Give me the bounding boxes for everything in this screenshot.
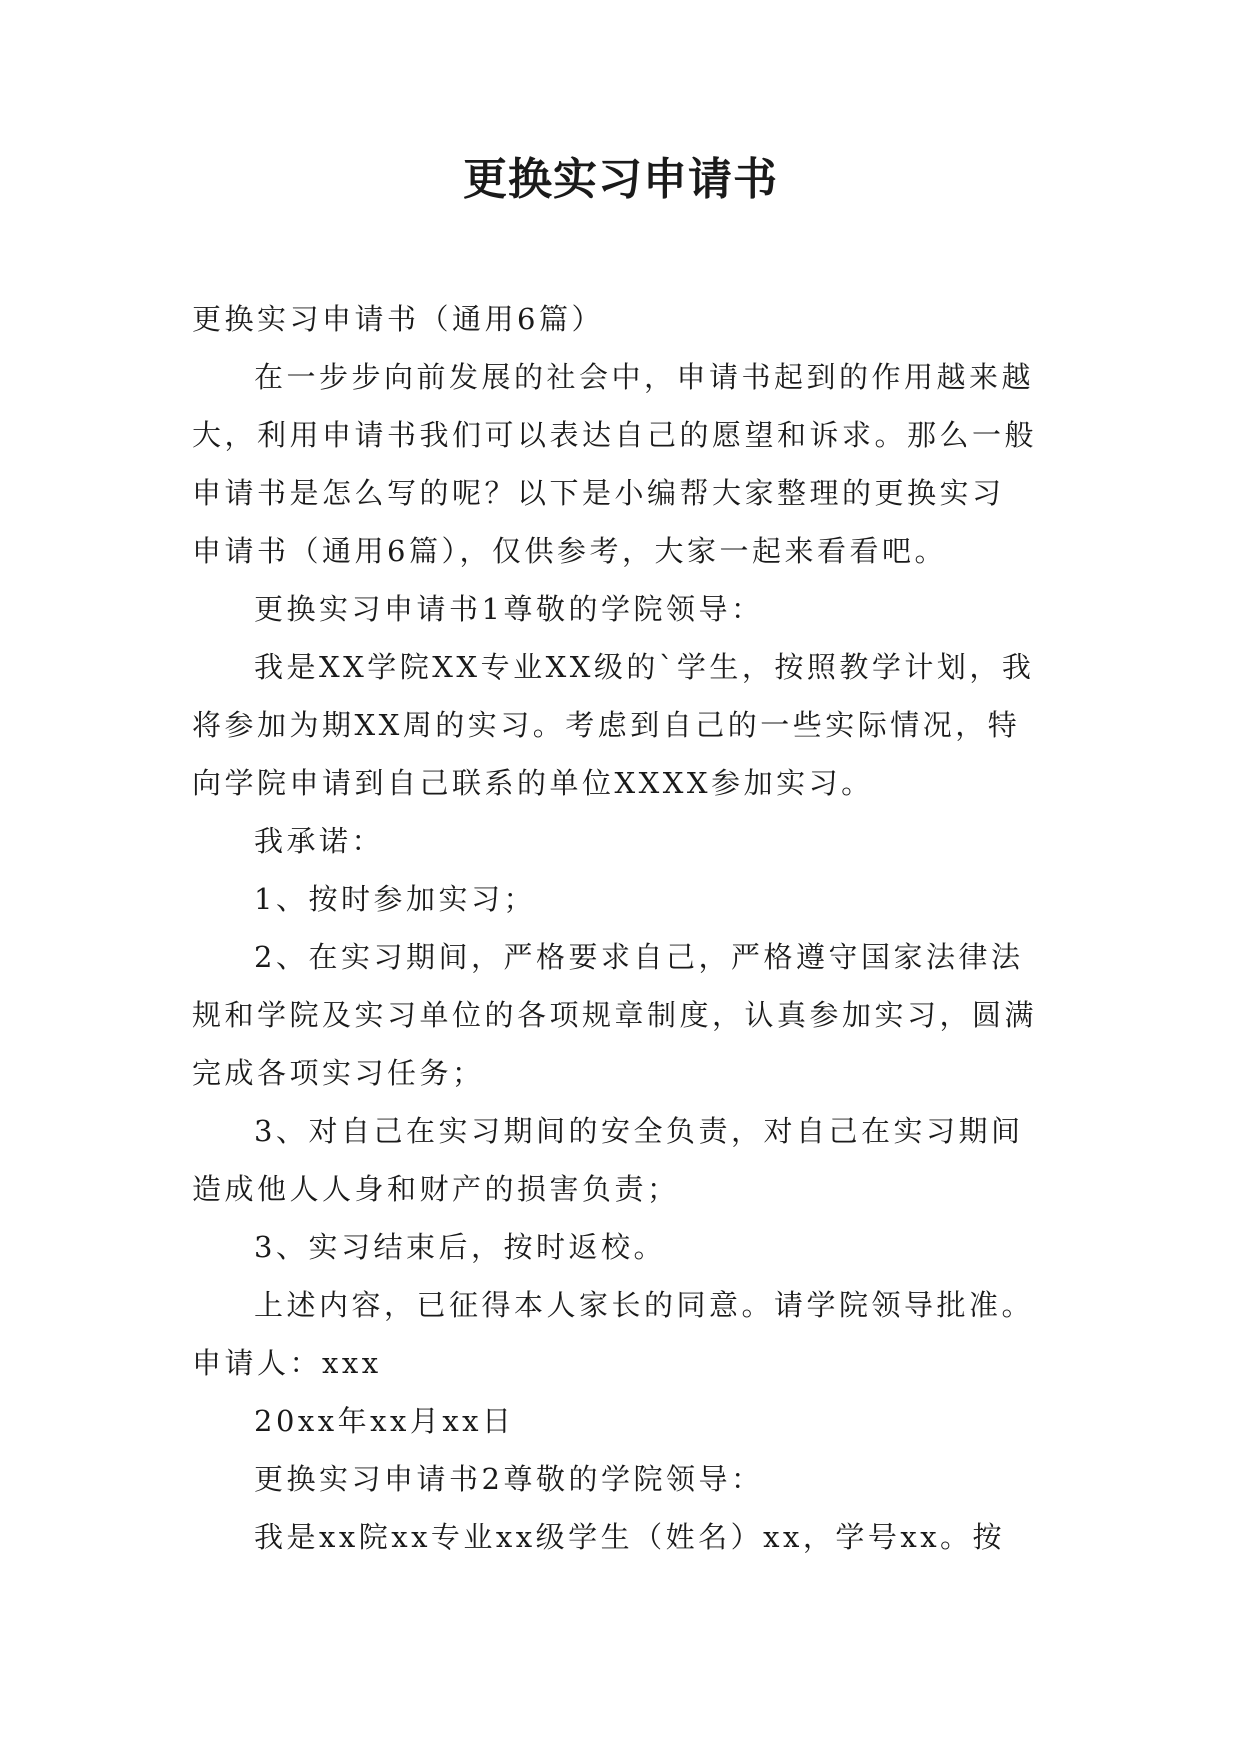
paragraph-line: 我是XX学院XX专业XX级的`学生，按照教学计划，我	[254, 650, 1035, 684]
list-item-line: 造成他人人身和财产的损害负责；	[192, 1172, 680, 1206]
document-title: 更换实习申请书	[463, 154, 778, 205]
paragraph-line: 将参加为期XX周的实习。考虑到自己的一些实际情况，特	[192, 708, 1021, 742]
section-heading-line: 更换实习申请书1尊敬的学院领导：	[254, 592, 764, 626]
paragraph-line: 在一步步向前发展的社会中，申请书起到的作用越来越	[254, 360, 1035, 394]
list-item-line: 2、在实习期间，严格要求自己，严格遵守国家法律法	[254, 940, 1024, 974]
paragraph-line: 申请书是怎么写的呢？以下是小编帮大家整理的更换实习	[192, 476, 1005, 510]
document-body	[192, 290, 1052, 1566]
list-item-line: 3、对自己在实习期间的安全负责，对自己在实习期间	[254, 1114, 1024, 1148]
section-heading-line: 更换实习申请书2尊敬的学院领导：	[254, 1462, 764, 1496]
subtitle-line: 更换实习申请书（通用6篇）	[192, 302, 604, 336]
paragraph-line: 我是xx院xx专业xx级学生（姓名）xx，学号xx。按	[254, 1520, 1006, 1554]
list-item-line: 完成各项实习任务；	[192, 1056, 485, 1090]
date-line: 20xx年xx月xx日	[254, 1404, 515, 1438]
paragraph-line: 上述内容，已征得本人家长的同意。请学院领导批准。	[254, 1288, 1035, 1322]
paragraph-line: 大，利用申请书我们可以表达自己的愿望和诉求。那么一般	[192, 418, 1038, 452]
applicant-line: 申请人：xxx	[192, 1346, 382, 1380]
list-item-line: 3、实习结束后，按时返校。	[254, 1230, 666, 1264]
paragraph-line: 向学院申请到自己联系的单位XXXX参加实习。	[192, 766, 874, 800]
paragraph-line: 我承诺：	[254, 824, 385, 858]
list-item-line: 规和学院及实习单位的各项规章制度，认真参加实习，圆满	[192, 998, 1038, 1032]
list-item-line: 1、按时参加实习；	[254, 882, 536, 916]
paragraph-line: 申请书（通用6篇），仅供参考，大家一起来看看吧。	[192, 534, 947, 568]
